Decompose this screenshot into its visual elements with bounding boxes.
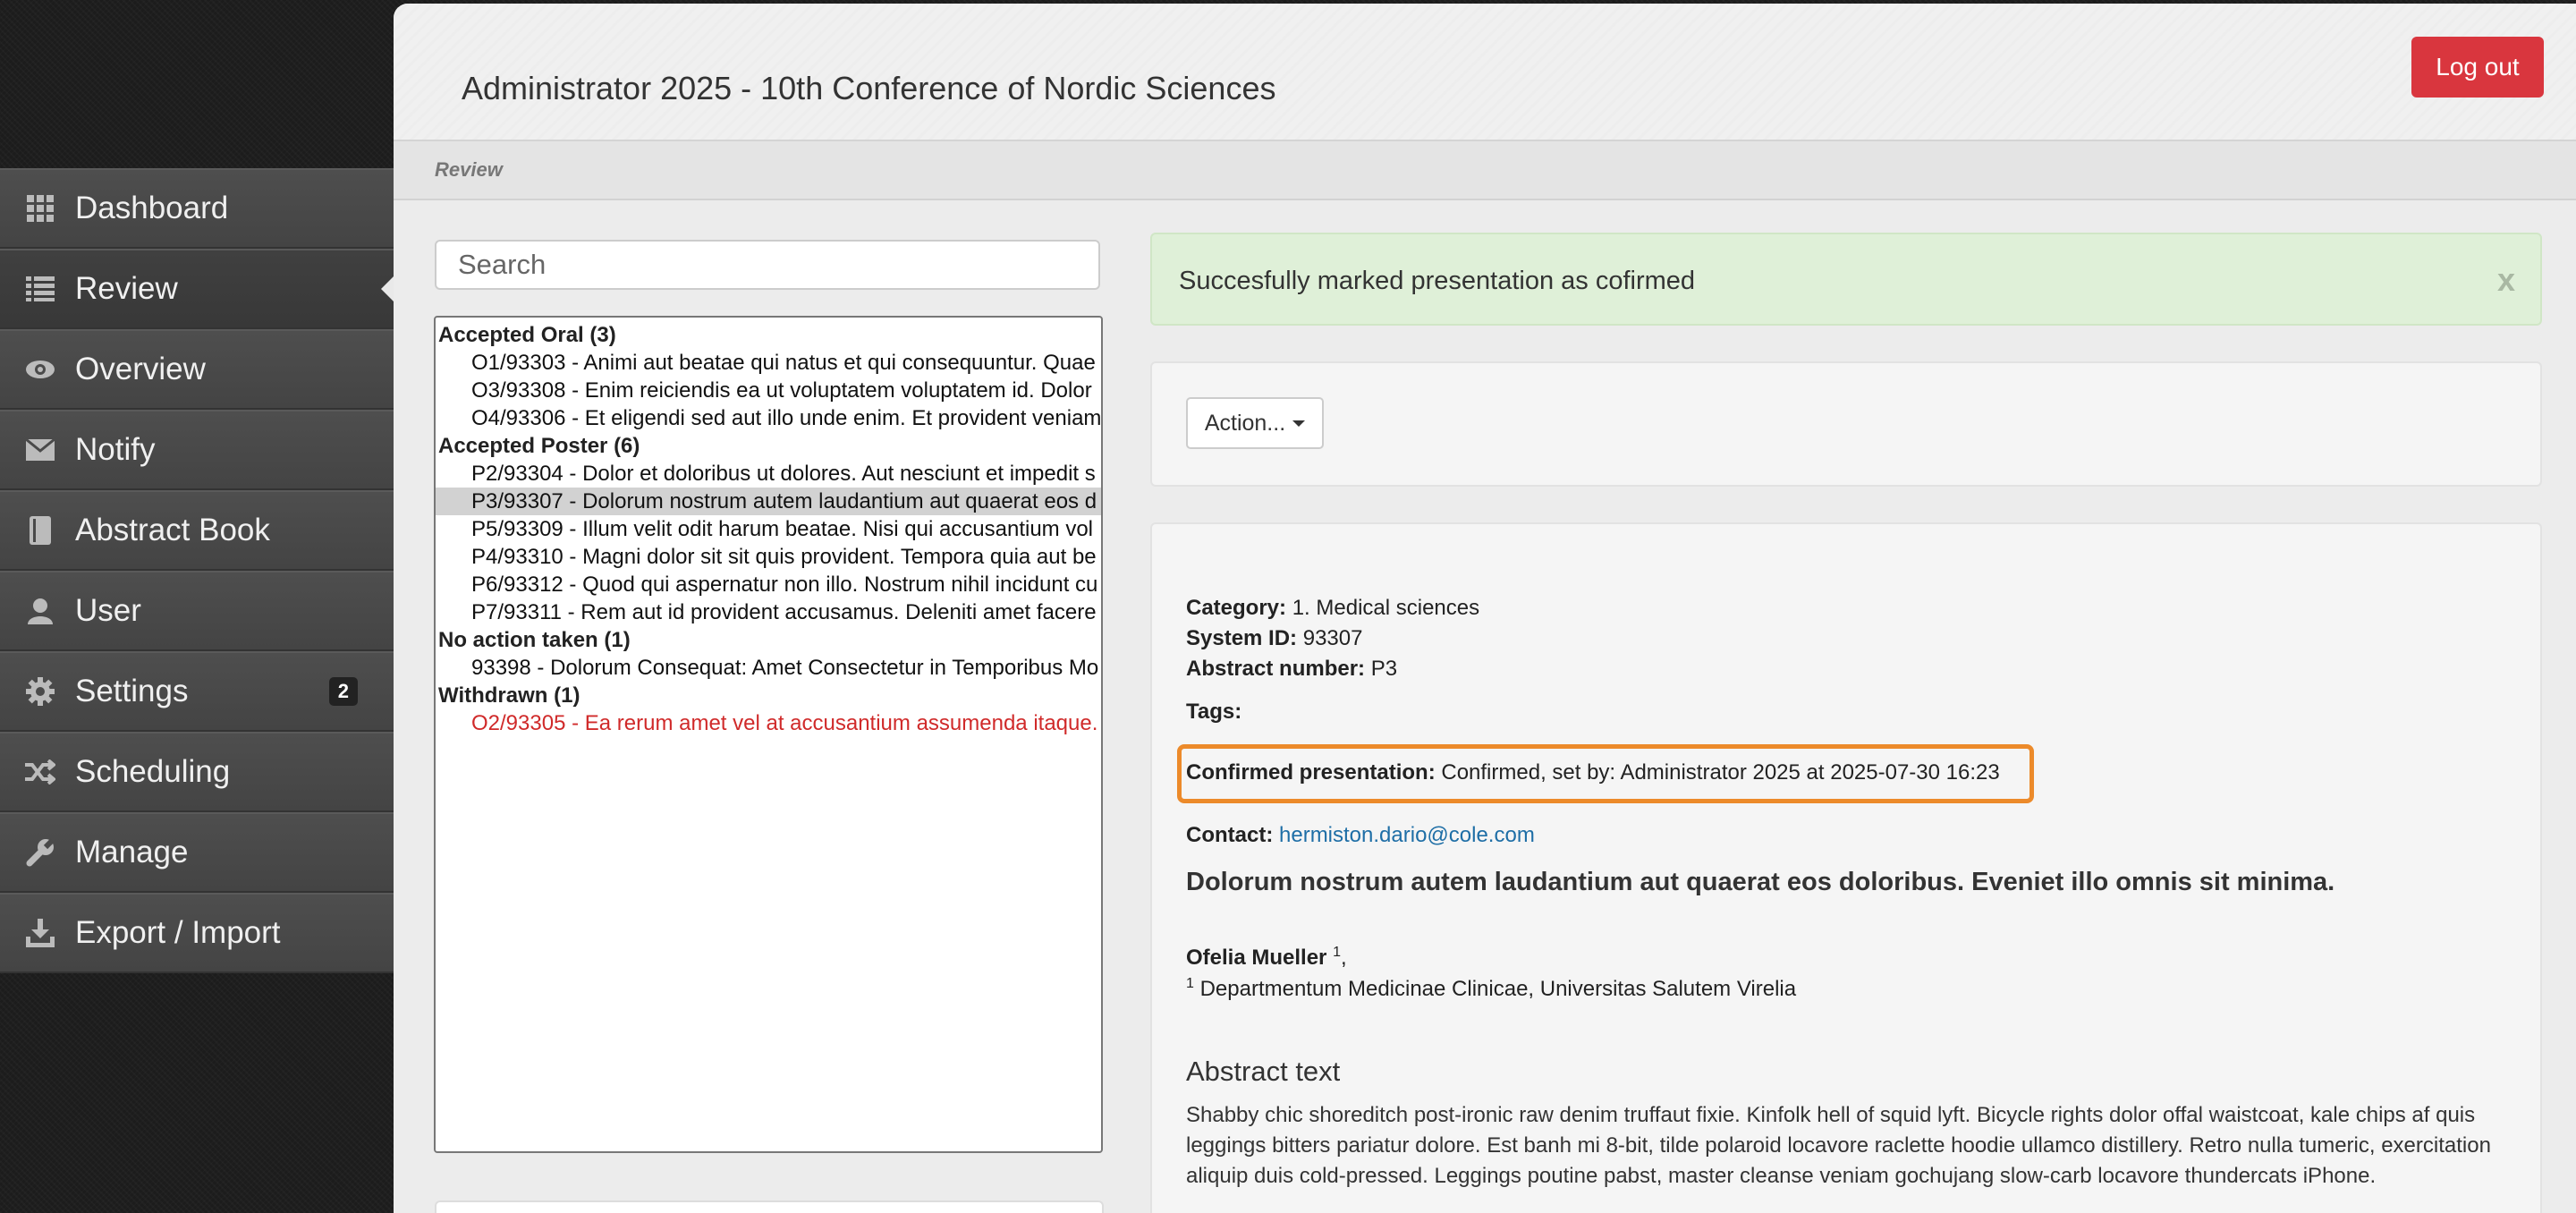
list-group-header: No action taken (1) <box>438 628 631 652</box>
sidebar-item-overview[interactable] <box>0 329 394 410</box>
sidebar-item-label: Review <box>75 271 178 306</box>
affiliation: $^1$ Departmentum Medicinae Clinicae, Universitas Salutem Virelia <box>1186 976 1797 1001</box>
sidebar-item-label: User <box>75 593 141 628</box>
sidebar-item-label: Notify <box>75 432 156 467</box>
sidebar <box>0 168 394 973</box>
list-group-header: Withdrawn (1) <box>438 683 580 708</box>
sidebar-item-dashboard[interactable] <box>0 168 394 249</box>
header <box>394 4 2576 141</box>
list-item[interactable]: P6/93312 - Quod qui aspernatur non illo. Nostrum nihil incidunt cu <box>471 573 1098 597</box>
sidebar-item-export-import[interactable] <box>0 893 394 973</box>
sidebar-item-label: Settings <box>75 674 189 708</box>
sidebar-item-label: Manage <box>75 835 189 869</box>
main-panel <box>394 4 2576 1213</box>
action-dropdown-button[interactable] <box>1186 397 1324 449</box>
book-icon <box>25 515 55 546</box>
caret-down-icon <box>1292 420 1305 427</box>
list-item[interactable]: P7/93311 - Rem aut id provident accusamus. Deleniti amet facere <box>471 600 1097 624</box>
logout-button[interactable]: Log out <box>2411 37 2544 98</box>
settings-count-badge: 2 <box>329 677 358 706</box>
abstract-list[interactable] <box>434 316 1103 1153</box>
list-item[interactable]: O4/93306 - Et eligendi sed aut illo unde enim. Et provident veniam <box>471 406 1101 430</box>
list-item[interactable]: P4/93310 - Magni dolor sit sit quis provident. Tempora quia aut be <box>471 545 1097 569</box>
success-alert <box>1150 233 2542 326</box>
search-input[interactable] <box>435 240 1100 290</box>
download-icon <box>25 918 55 948</box>
list-icon <box>25 274 55 304</box>
sidebar-item-label: Dashboard <box>75 191 229 225</box>
list-group-header: Accepted Poster (6) <box>438 434 640 458</box>
list-item[interactable]: O1/93303 - Animi aut beatae qui natus et qui consequuntur. Quae <box>471 351 1096 375</box>
breadcrumb-current: Review <box>435 158 503 181</box>
list-item[interactable]: P2/93304 - Dolor et doloribus ut dolores. Aut nesciunt et impedit s <box>471 462 1096 486</box>
list-item[interactable]: O3/93308 - Enim reiciendis ea ut voluptatem voluptatem id. Dolor <box>471 378 1092 403</box>
presentation-title: Dolorum nostrum autem laudantium aut quaerat eos doloribus. Eveniet illo omnis sit minima. <box>1186 868 2335 896</box>
action-card <box>1150 361 2542 487</box>
sidebar-item-label: Export / Import <box>75 915 281 950</box>
confirmed-presentation-field: Confirmed presentation: Confirmed, set by: Administrator 2025 at 2025-07-30 16:23 <box>1186 760 2000 785</box>
tags-field: Tags: <box>1186 700 1242 724</box>
abstract-heading: Abstract text <box>1186 1056 1341 1087</box>
breadcrumb <box>394 141 2576 200</box>
alert-message: Succesfully marked presentation as cofirmed <box>1179 267 1696 295</box>
sidebar-item-label: Overview <box>75 352 206 386</box>
list-item-withdrawn[interactable]: O2/93305 - Ea rerum amet vel at accusantium assumenda itaque. <box>471 711 1098 735</box>
sidebar-item-abstract-book[interactable] <box>0 490 394 571</box>
wrench-icon <box>25 837 55 868</box>
abstract-number-field: Abstract number: P3 <box>1186 657 1398 681</box>
gear-icon <box>25 676 55 707</box>
contact-email-link[interactable]: hermiston.dario@cole.com <box>1279 823 1535 847</box>
eye-icon <box>25 354 55 385</box>
abstract-detail <box>1150 522 2542 1213</box>
author: Ofelia Mueller $^1$, <box>1186 945 1347 970</box>
sidebar-item-settings[interactable] <box>0 651 394 732</box>
list-item-selected[interactable]: P3/93307 - Dolorum nostrum autem laudantium aut quaerat eos d <box>436 488 1101 515</box>
sidebar-item-user[interactable] <box>0 571 394 651</box>
list-item[interactable]: 93398 - Dolorum Consequat: Amet Consectetur in Temporibus Mo <box>471 656 1099 680</box>
sidebar-item-manage[interactable] <box>0 812 394 893</box>
sidebar-item-label: Scheduling <box>75 754 231 789</box>
system-id-field: System ID: 93307 <box>1186 626 1363 650</box>
envelope-icon <box>25 435 55 465</box>
sidebar-item-review[interactable] <box>0 249 394 329</box>
sidebar-item-notify[interactable] <box>0 410 394 490</box>
sidebar-item-scheduling[interactable] <box>0 732 394 812</box>
grid-icon <box>25 193 55 224</box>
action-label: Action... <box>1204 410 1286 436</box>
shuffle-icon <box>25 757 55 787</box>
alert-close-button[interactable]: x <box>2496 261 2515 298</box>
abstract-text: Shabby chic shoreditch post-ironic raw denim truffaut fixie. Kinfolk hell of squid lyft. Bicycle rights dolor offal waistcoat, kale chips af quis leggings bitters pariatur dolore. Est banh mi 8-bit, tilde polaroid locavore raclette hoodie ullamco distillery. Retro nulla tumeric, exercitation aliquip duis cold-pressed. Leggings poutine pabst, master cleanse veniam gochujang slow-carb locavore thundercats iPhone. <box>1186 1103 2491 1188</box>
list-group-header: Accepted Oral (3) <box>438 323 616 347</box>
sidebar-item-label: Abstract Book <box>75 513 270 547</box>
lower-left-card <box>435 1200 1104 1213</box>
user-icon <box>25 596 55 626</box>
category-field: Category: 1. Medical sciences <box>1186 596 1480 620</box>
contact-field: Contact: hermiston.dario@cole.com <box>1186 823 1535 847</box>
list-item[interactable]: P5/93309 - Illum velit odit harum beatae. Nisi qui accusantium vol <box>471 517 1094 541</box>
page-title: Administrator 2025 - 10th Conference of Nordic Sciences <box>462 70 1276 106</box>
